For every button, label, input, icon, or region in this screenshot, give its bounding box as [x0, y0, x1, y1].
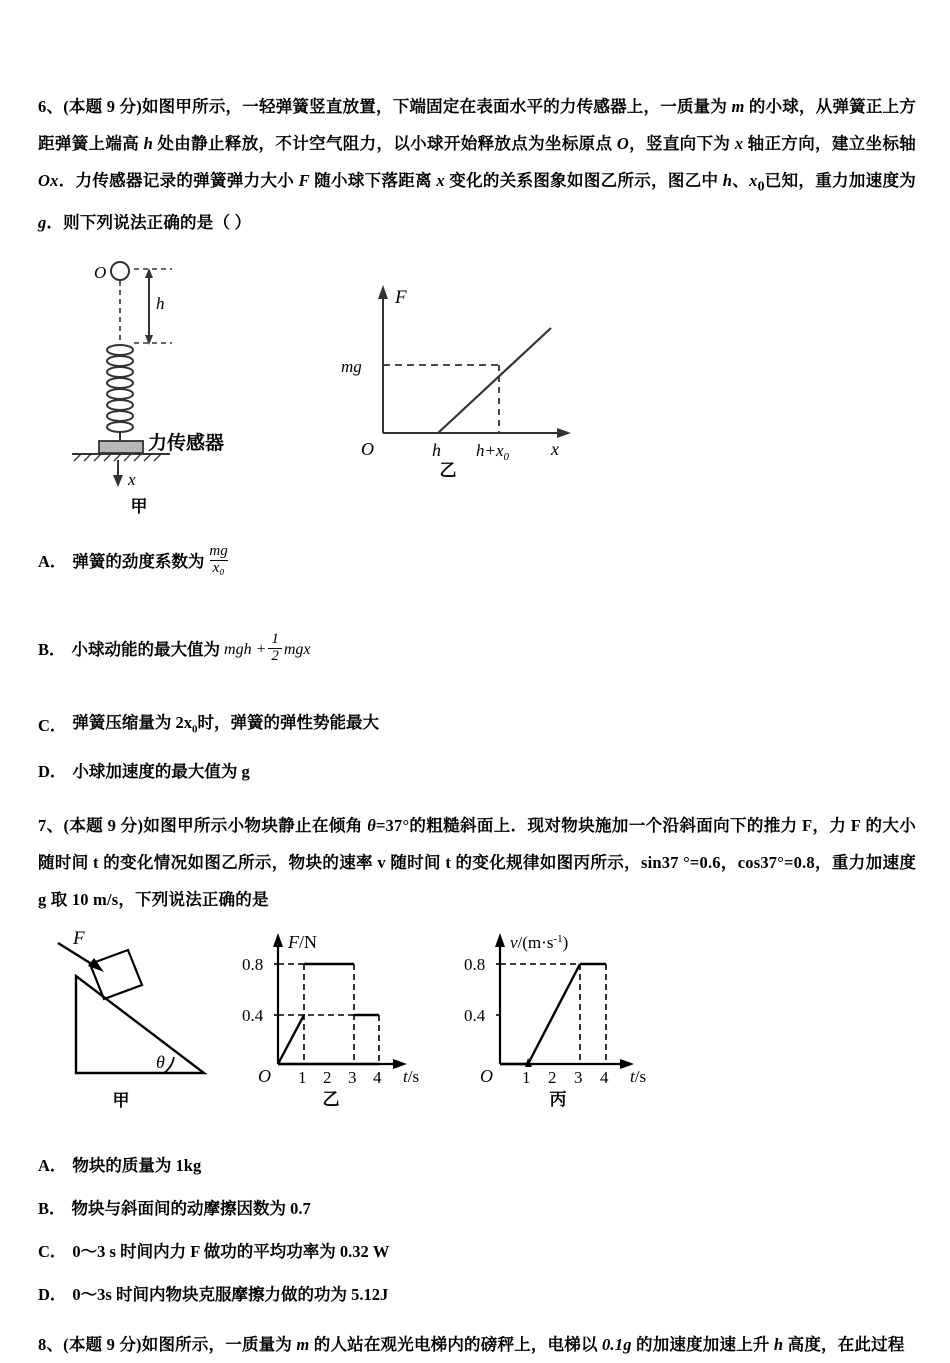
x-axis-label: x: [551, 439, 559, 460]
figure-force-time-graph: [236, 922, 451, 1110]
option-7-B-label: B．: [38, 1198, 66, 1218]
ground-hatching: [74, 454, 161, 461]
page-content: [38, 88, 916, 1363]
origin-label: O: [361, 439, 374, 460]
question-7-stem: [38, 807, 916, 918]
question-8-body: 如图所示，一质量为 m 的人站在观光电梯内的磅秤上，电梯以 0.1g 的加速度加速上升 h 高度，在此过程: [141, 1334, 905, 1354]
y-axis-arrow: [378, 285, 388, 299]
question-6-options: [38, 534, 916, 788]
force-sensor-label: 力传感器: [148, 433, 225, 455]
origin-label: O: [94, 263, 107, 283]
question-8-number: 8、: [38, 1334, 64, 1354]
option-6-B-numerator: 1: [271, 630, 279, 647]
ytick-0p8: 0.8: [464, 954, 486, 974]
h-tick-label: h: [432, 440, 441, 461]
option-6-B-part2: mgx: [283, 641, 311, 659]
figure-caption-jia: 甲: [130, 497, 148, 517]
xtick-4: 4: [373, 1067, 382, 1087]
option-7-C-label: C．: [38, 1241, 67, 1261]
xtick-2: 2: [548, 1067, 557, 1087]
velocity-time-svg: [458, 922, 693, 1087]
angle-arc: [164, 1057, 174, 1073]
xtick-3: 3: [574, 1067, 583, 1087]
question-7-options: [38, 1149, 916, 1312]
option-6-B-text: 小球动能的最大值为: [71, 640, 221, 660]
x-axis-label: t/s: [403, 1066, 420, 1086]
question-7-marks: (本题 9 分): [63, 815, 144, 835]
spring-icon: [107, 345, 133, 442]
angle-label: θ: [156, 1051, 165, 1072]
option-7-B-text: 物块与斜面间的动摩擦因数为 0.7: [71, 1198, 311, 1218]
option-6-B-label: B．: [38, 640, 66, 660]
ball-icon: [111, 262, 129, 280]
incline-triangle: [76, 976, 204, 1073]
question-6-body: 如图甲所示，一轻弹簧竖直放置，下端固定在表面水平的力传感器上，一质量为 m 的小球，从弹簧正上方距弹簧上端高 h 处由静止释放，不计空气阻力，以小球开始释放点为坐标原点 O，竖直向下为 x 轴正方向，建立坐标轴 Ox．力传感器记录的弹簧弹力大小 F 随小球下落距离 x 变化的关系图象如图乙所示，图乙中 h、$x_0$已知，重力加速度为 g．则下列说法正确的是（ ）: [38, 97, 917, 233]
option-7-A[interactable]: [38, 1149, 916, 1183]
option-6-C-text: 弹簧压缩量为 $2x_0$时，弹簧的弹性势能最大: [72, 713, 380, 736]
xtick-4: 4: [600, 1067, 609, 1087]
option-7-A-label: A．: [38, 1155, 67, 1175]
data-line: [438, 328, 551, 433]
option-7-B[interactable]: [38, 1192, 916, 1226]
h-label: h: [156, 294, 165, 314]
origin-label: O: [480, 1065, 493, 1086]
question-6-marks: (本题 9 分): [63, 97, 142, 116]
option-6-C-label: C．: [38, 716, 67, 736]
option-6-D[interactable]: [38, 755, 916, 789]
incline-svg: [46, 928, 231, 1088]
figure-velocity-time-graph: [458, 922, 693, 1110]
x-axis-label: t/s: [630, 1066, 647, 1086]
force-time-svg: [236, 922, 451, 1087]
mg-tick-label: mg: [341, 357, 362, 377]
option-6-A-label: A．: [38, 552, 67, 572]
option-6-B-fraction: [268, 632, 282, 665]
option-7-C-text: 0～3 s 时间内力 F 做功的平均功率为 0.32 W: [72, 1241, 390, 1261]
data-series: [500, 964, 606, 1064]
y-axis-arrow: [495, 933, 505, 947]
option-6-A-numerator: mg: [209, 542, 228, 559]
question-7-number: 7、: [38, 815, 64, 835]
option-6-A[interactable]: [38, 534, 916, 590]
option-6-B-denominator: 2: [268, 648, 282, 665]
option-6-D-text: 小球加速度的最大值为 g: [72, 761, 250, 781]
xtick-2: 2: [323, 1067, 332, 1087]
option-7-C[interactable]: [38, 1235, 916, 1269]
y-axis-label: F/N: [288, 931, 317, 952]
figure-spring-sensor: [48, 253, 278, 517]
data-series: [278, 964, 379, 1064]
xtick-1: 1: [298, 1067, 307, 1087]
figure-caption-bing: 丙: [549, 1089, 567, 1109]
y-axis-label: F: [395, 287, 407, 309]
figure-caption-jia-incline: 甲: [112, 1090, 130, 1110]
hx0-tick-label: $h+x_0$: [476, 441, 510, 464]
ytick-0p4: 0.4: [242, 1005, 264, 1025]
option-6-C[interactable]: [38, 706, 916, 746]
force-label: F: [73, 927, 85, 949]
xtick-3: 3: [348, 1067, 357, 1087]
option-7-D[interactable]: [38, 1278, 916, 1312]
option-6-A-fraction: [206, 544, 230, 577]
option-7-A-text: 物块的质量为 1kg: [72, 1155, 202, 1175]
option-6-A-text: 弹簧的劲度系数为: [72, 552, 205, 572]
x-axis-arrow: [557, 428, 571, 438]
option-7-D-label: D．: [38, 1284, 67, 1304]
option-7-D-text: 0～3s 时间内物块克服摩擦力做的功为 5.12J: [72, 1284, 389, 1304]
figure-caption-yi: 乙: [439, 461, 457, 481]
x-axis-arrow-head: [113, 475, 123, 487]
y-axis-label: $v/(m\cdot s^{-1})$: [510, 932, 569, 952]
question-6-stem: [38, 88, 916, 241]
question-7-body: 如图甲所示小物块静止在倾角 θ=37°的粗糙斜面上．现对物块施加一个沿斜面向下的推力 F，力 F 的大小随时间 t 的变化情况如图乙所示，物块的速率 v 随时间 t 的变化规律如图丙所示，sin37 °=0.6，cos37°=0.8，重力加速度 g 取 10 m/s，下列说法正确的是: [38, 815, 917, 909]
question-8-stem: [38, 1326, 916, 1363]
spring-sensor-svg: [48, 253, 278, 498]
question-7-figures: [38, 922, 916, 1127]
ytick-0p4: 0.4: [464, 1005, 486, 1025]
figure-caption-yi-ft: 乙: [322, 1089, 340, 1109]
figure-force-displacement-graph: [333, 273, 583, 481]
xtick-1: 1: [522, 1067, 531, 1087]
question-6-number: 6、: [38, 97, 64, 116]
option-6-B[interactable]: [38, 622, 916, 678]
option-6-B-part1: mgh +: [224, 641, 267, 659]
option-6-D-label: D．: [38, 761, 67, 781]
x-axis-label: x: [128, 470, 136, 490]
question-8-marks: (本题 9 分): [63, 1334, 142, 1354]
origin-label: O: [258, 1065, 271, 1086]
force-sensor-block: [99, 441, 143, 453]
y-axis-arrow: [273, 933, 283, 947]
figure-incline: [46, 928, 231, 1111]
option-6-A-denominator: x₀: [210, 560, 228, 577]
ytick-0p8: 0.8: [242, 954, 264, 974]
force-displacement-svg: [333, 273, 583, 464]
question-6-figures: [38, 249, 916, 517]
